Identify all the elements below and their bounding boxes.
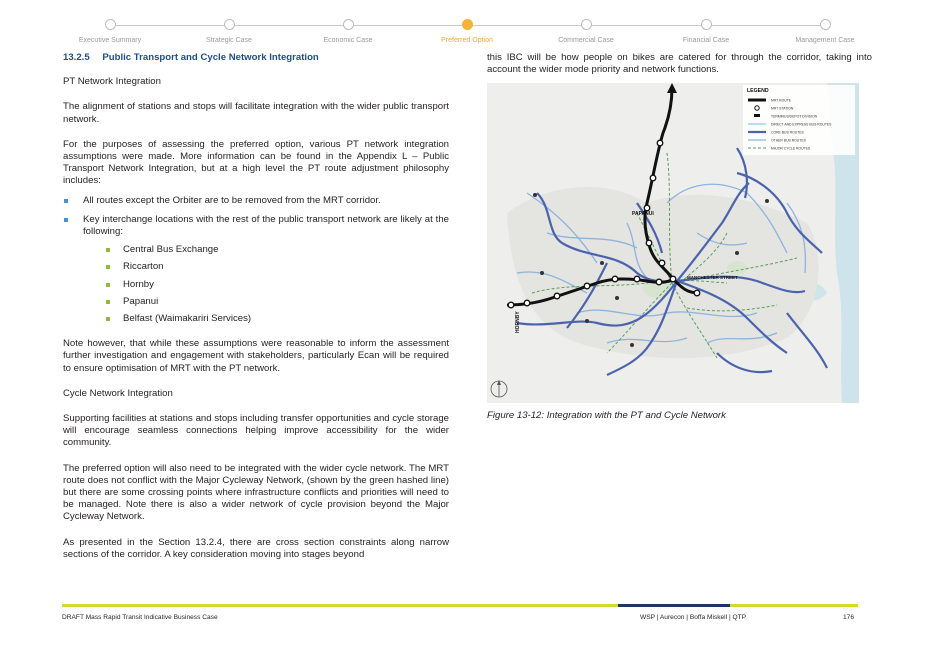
step-label: Strategic Case (206, 37, 252, 44)
section-number: 13.2.5 (63, 52, 90, 63)
paragraph: The preferred option will also need to be integrated with the wider cycle network. The MRT route does not conflict with the Major Cycleway Network, (shown by the green hashed line) but there are some crossing points where infrastructure conflicts and priorities will need to be managed. Note there is also a wider network of cycle provision beyond the Major Cycleway Network. (63, 462, 449, 523)
step-label: Financial Case (682, 37, 730, 44)
step-management-case[interactable] (770, 19, 880, 44)
legend-item: MRT ROUTE (771, 98, 792, 103)
bullet-item: All routes except the Orbiter are to be removed from the MRT corridor. (63, 195, 449, 207)
footer-document-title: DRAFT Mass Rapid Transit Indicative Business Case (62, 614, 218, 621)
sub-bullet-item: Riccarton (63, 261, 449, 273)
map-legend (743, 85, 855, 155)
step-label: Executive Summary (78, 37, 142, 44)
north-arrow-icon (491, 380, 507, 397)
footer-rule-accent (618, 604, 730, 607)
left-column (63, 52, 449, 561)
legend-item: TERMINUS/DEPOT DIVISION (771, 114, 818, 119)
legend-item: OTHER BUS ROUTES (771, 138, 806, 143)
step-dot (224, 19, 235, 30)
label-papanui: PAPANUI (632, 211, 654, 217)
step-label: Preferred Option (441, 37, 493, 44)
legend-swatch-terminus (754, 114, 760, 117)
legend-item: MAJOR CYCLE ROUTES (771, 146, 811, 151)
footer-rule (62, 604, 858, 607)
step-dot (343, 19, 354, 30)
legend-item: MRT STATION (771, 106, 794, 111)
sub-bullet-item: Central Bus Exchange (63, 244, 449, 256)
bullet-item: Key interchange locations with the rest of the public transport network are likely at the following: (63, 214, 449, 238)
step-dot (820, 19, 831, 30)
step-dot-active (462, 19, 473, 30)
step-executive-summary[interactable] (55, 19, 165, 44)
park (727, 261, 747, 275)
footer-authors: WSP | Aurecon | Boffa Miskell | QTP (640, 614, 747, 621)
sub-bullet-item: Belfast (Waimakariri Services) (63, 313, 449, 325)
label-manchester: MANCHESTER STREET (687, 275, 738, 280)
step-dot (581, 19, 592, 30)
step-commercial-case[interactable] (531, 19, 641, 44)
paragraph: Supporting facilities at stations and stops including transfer opportunities and cycle storage will encourage seamless connections helping improve accessibility for the wider community. (63, 413, 449, 449)
mrt-terminus-arrow (667, 83, 677, 93)
legend-item: CORE BUS ROUTES (771, 130, 804, 135)
subheading-cycle-integration: Cycle Network Integration (63, 387, 173, 399)
step-strategic-case[interactable] (174, 19, 284, 44)
section-heading (63, 52, 449, 64)
step-label: Management Case (795, 37, 855, 44)
paragraph: The alignment of stations and stops will facilitate integration with the wider public transport network. (63, 101, 449, 125)
legend-item: DIRECT AND EXPRESS BUS ROUTES (771, 122, 832, 127)
section-progress-nav (62, 19, 870, 45)
sub-bullet-item: Papanui (63, 296, 449, 308)
legend-swatch-station (755, 106, 759, 110)
paragraph: For the purposes of assessing the preferred option, various PT network integration assumptions were made. More information can be found in the Appendix L – Public Transport Network Integration, but at a high level the PT route adjustment philosophy includes: (63, 138, 449, 187)
network-map (487, 83, 859, 403)
section-title: Public Transport and Cycle Network Integration (102, 52, 319, 63)
label-hornby: HORNBY (515, 311, 521, 333)
paragraph: As presented in the Section 13.2.4, there are cross section constraints along narrow sections of the corridor. A key consideration moving into stages beyond (63, 536, 449, 560)
step-dot (105, 19, 116, 30)
step-dot (701, 19, 712, 30)
step-economic-case[interactable] (293, 19, 403, 44)
right-column-text: this IBC will be how people on bikes are catered for through the corridor, taking into account the wider mode priority and network functions. (487, 52, 872, 76)
step-label: Commercial Case (558, 37, 614, 44)
step-preferred-option[interactable] (412, 19, 522, 44)
paragraph: Note however, that while these assumptions were reasonable to inform the assessment further investigation and engagement with stakeholders, particularly Ecan will be required to ensure optimisation of MRT with the PT network. (63, 338, 449, 374)
subheading-pt-integration: PT Network Integration (63, 76, 161, 88)
figure-caption: Figure 13-12: Integration with the PT and Cycle Network (487, 410, 726, 421)
step-financial-case[interactable] (651, 19, 761, 44)
step-label: Economic Case (323, 37, 373, 44)
legend-title: LEGEND (747, 88, 769, 94)
page-number: 176 (843, 614, 855, 621)
network-map-svg (487, 83, 859, 403)
sub-bullet-item: Hornby (63, 279, 449, 291)
